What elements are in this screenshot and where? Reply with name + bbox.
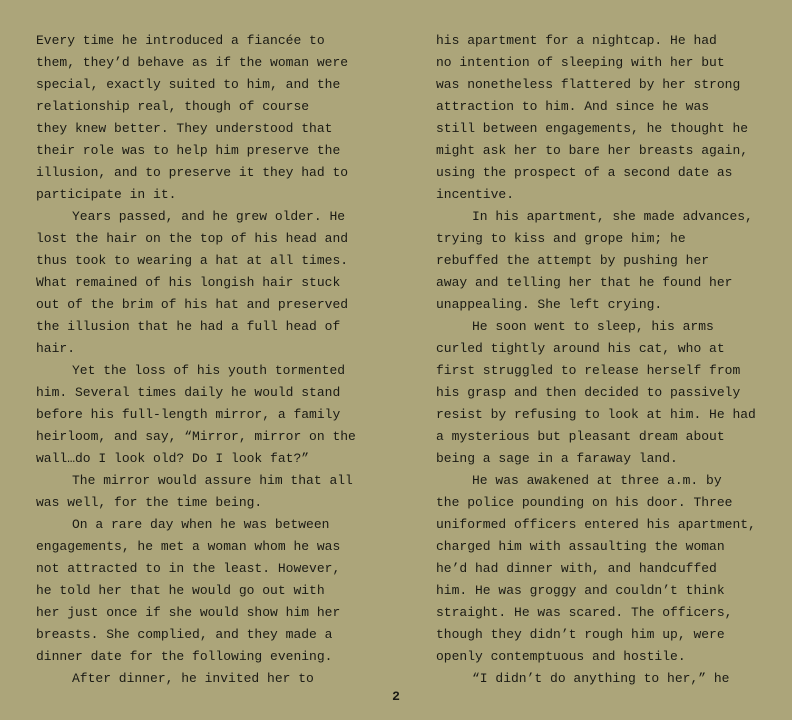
text-line: He soon went to sleep, his arms	[472, 319, 714, 334]
text-line: engagements, he met a woman whom he was	[36, 539, 341, 554]
text-line: uniformed officers entered his apartment,	[436, 517, 756, 532]
text-line: wall…do I look old? Do I look fat?”	[36, 451, 310, 466]
text-line: On a rare day when he was between	[72, 517, 330, 532]
text-line: participate in it.	[36, 187, 177, 202]
text-line: straight. He was scared. The officers,	[436, 605, 733, 620]
text-line: he’d had dinner with, and handcuffed	[436, 561, 717, 576]
text-line: the illusion that he had a full head of	[36, 319, 341, 334]
page-number: 2	[392, 689, 400, 704]
text-line: them, they’d behave as if the woman were	[36, 55, 349, 70]
text-line: his grasp and then decided to passively	[436, 385, 741, 400]
text-line: Every time he introduced a fiancée to	[36, 33, 325, 48]
text-line: relationship real, though of course	[36, 99, 310, 114]
text-line: before his full-length mirror, a family	[36, 407, 341, 422]
text-line: attraction to him. And since he was	[436, 99, 710, 114]
text-line: was well, for the time being.	[36, 495, 263, 510]
text-line: The mirror would assure him that all	[72, 473, 353, 488]
text-line: away and telling her that he found her	[436, 275, 733, 290]
text-line: his apartment for a nightcap. He had	[436, 33, 717, 48]
text-line: What remained of his longish hair stuck	[36, 275, 341, 290]
text-line: lost the hair on the top of his head and	[36, 231, 349, 246]
text-line: charged him with assaulting the woman	[436, 539, 725, 554]
text-line: might ask her to bare her breasts again,	[436, 143, 749, 158]
text-line: rebuffed the attempt by pushing her	[436, 253, 710, 268]
text-line: first struggled to release herself from	[436, 363, 741, 378]
text-line: still between engagements, he thought he	[436, 121, 749, 136]
text-line: he told her that he would go out with	[36, 583, 325, 598]
text-line: using the prospect of a second date as	[436, 165, 733, 180]
text-line: He was awakened at three a.m. by	[472, 473, 722, 488]
left-text-column	[36, 30, 381, 690]
text-line: the police pounding on his door. Three	[436, 495, 733, 510]
text-line: Years passed, and he grew older. He	[72, 209, 346, 224]
text-line: curled tightly around his cat, who at	[436, 341, 725, 356]
text-line: openly contemptuous and hostile.	[436, 649, 686, 664]
text-line: After dinner, he invited her to	[72, 671, 314, 686]
text-line: being a sage in a faraway land.	[436, 451, 678, 466]
text-line: her just once if she would show him her	[36, 605, 341, 620]
text-line: thus took to wearing a hat at all times.	[36, 253, 349, 268]
text-line: no intention of sleeping with her but	[436, 55, 725, 70]
text-line: him. He was groggy and couldn’t think	[436, 583, 725, 598]
text-line: hair.	[36, 341, 76, 356]
text-line: special, exactly suited to him, and the	[36, 77, 341, 92]
text-line: unappealing. She left crying.	[436, 297, 663, 312]
text-line: out of the brim of his hat and preserved	[36, 297, 349, 312]
text-line: incentive.	[436, 187, 515, 202]
text-line: their role was to help him preserve the	[36, 143, 341, 158]
text-line: they knew better. They understood that	[36, 121, 333, 136]
text-line: not attracted to in the least. However,	[36, 561, 341, 576]
text-line: resist by refusing to look at him. He had	[436, 407, 756, 422]
text-line: him. Several times daily he would stand	[36, 385, 341, 400]
text-line: trying to kiss and grope him; he	[436, 231, 686, 246]
text-line: heirloom, and say, “Mirror, mirror on the	[36, 429, 356, 444]
text-line: “I didn’t do anything to her,” he	[472, 671, 730, 686]
text-line: though they didn’t rough him up, were	[436, 627, 725, 642]
text-line: Yet the loss of his youth tormented	[72, 363, 346, 378]
text-line: a mysterious but pleasant dream about	[436, 429, 725, 444]
text-line: was nonetheless flattered by her strong	[436, 77, 741, 92]
text-line: In his apartment, she made advances,	[472, 209, 753, 224]
text-line: breasts. She complied, and they made a	[36, 627, 333, 642]
text-line: dinner date for the following evening.	[36, 649, 333, 664]
text-line: illusion, and to preserve it they had to	[36, 165, 349, 180]
right-text-column	[436, 30, 781, 690]
